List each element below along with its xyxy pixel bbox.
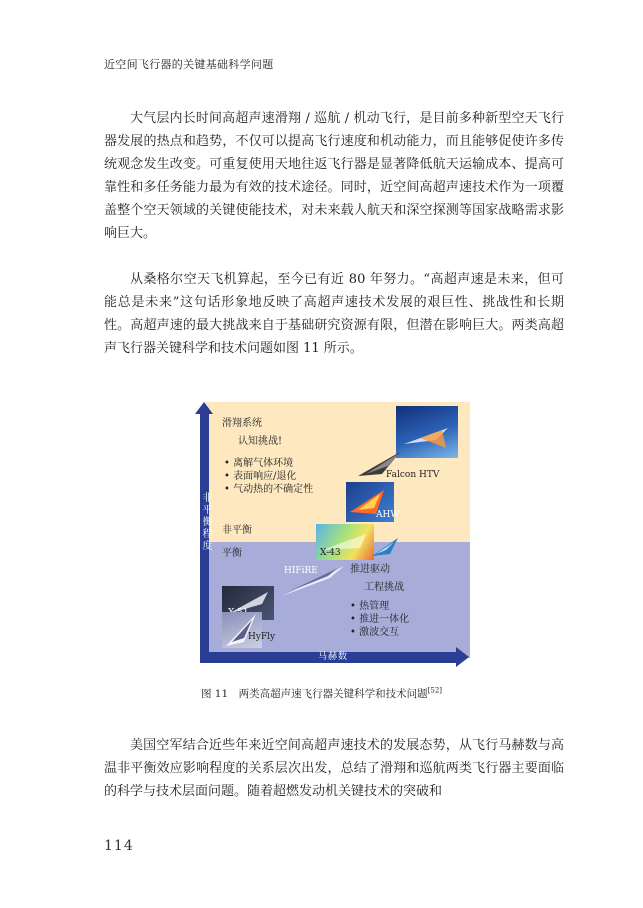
- nonequilibrium-label: 非平衡: [222, 525, 252, 536]
- propulsion-bullet: • 热管理: [350, 600, 409, 613]
- aircraft-label-falcon-htv: Falcon HTV: [386, 470, 440, 480]
- aircraft-label-hyfly: HyFly: [248, 632, 276, 642]
- aircraft-label-hifire: HIFiRE: [284, 566, 318, 576]
- glide-system-title: 滑翔系统: [222, 418, 262, 429]
- propulsion-challenge-label: 工程挑战: [364, 582, 404, 593]
- propulsion-bullet: • 激波交互: [350, 626, 409, 639]
- figure-hypersonic-challenges: [200, 402, 470, 664]
- running-head: 近空间飞行器的关键基础科学问题: [104, 58, 274, 71]
- hyfly-image: [222, 612, 262, 648]
- figure-caption: [0, 686, 643, 701]
- page-number: 114: [104, 838, 134, 854]
- y-axis-label: 非平衡程度: [200, 492, 211, 552]
- aircraft-label-x43: X-43: [320, 548, 341, 558]
- x-axis-arrow-icon: [456, 647, 469, 667]
- caption-text: 图 11 两类高超声速飞行器关键科学和技术问题: [200, 688, 428, 700]
- caption-reference: [52]: [427, 686, 443, 695]
- propulsion-title: 推进驱动: [350, 564, 390, 575]
- falcon-htv-image: [396, 406, 458, 458]
- y-axis-arrow-icon: [195, 402, 213, 414]
- glide-bullet: • 表面响应/退化: [224, 470, 313, 483]
- x-axis-label: 马赫数: [318, 652, 349, 662]
- body-paragraph-2: 从桑格尔空天飞机算起，至今已有近 80 年努力。“高超声速是未来，但可能总是未来”这句话形象地反映了高超声速技术发展的艰巨性、挑战性和长期性。高超声速的最大挑战来自于基础研究资源有限，但潜在影响巨大。两类高超声飞行器关键科学和技术问题如图 11 所示。: [104, 272, 564, 356]
- x43-vehicle-icon: [372, 538, 398, 558]
- propulsion-bullet-list: [350, 600, 409, 639]
- body-paragraph-3: 美国空军结合近些年来近空间高超声速技术的发展态势，从飞行马赫数与高温非平衡效应影响程度的关系层次出发，总结了滑翔和巡航两类飞行器主要面临的科学与技术层面问题。随着超燃发动机关键技术的突破和: [104, 738, 564, 799]
- equilibrium-label: 平衡: [222, 548, 242, 559]
- propulsion-bullet: • 推进一体化: [350, 613, 409, 626]
- glide-bullet: • 气动热的不确定性: [224, 483, 313, 496]
- glide-bullet: • 离解气体环境: [224, 457, 313, 470]
- aircraft-label-ahw: AHW: [376, 510, 400, 520]
- glide-bullet-list: [224, 457, 313, 496]
- body-paragraph-1: 大气层内长时间高超声速滑翔 / 巡航 / 机动飞行，是目前多种新型空天飞行器发展的热点和趋势，不仅可以提高飞行速度和机动能力，而且能够促使许多传统观念发生改变。可重复使用天地往返飞行器是显著降低航天运输成本、提高可靠性和多任务能力最为有效的技术途径。同时，近空间高超声速技术作为一项覆盖整个空天领域的关键使能技术，对未来载人航天和深空探测等国家战略需求影响巨大。: [104, 111, 564, 241]
- glide-challenge-label: 认知挑战!: [238, 436, 283, 447]
